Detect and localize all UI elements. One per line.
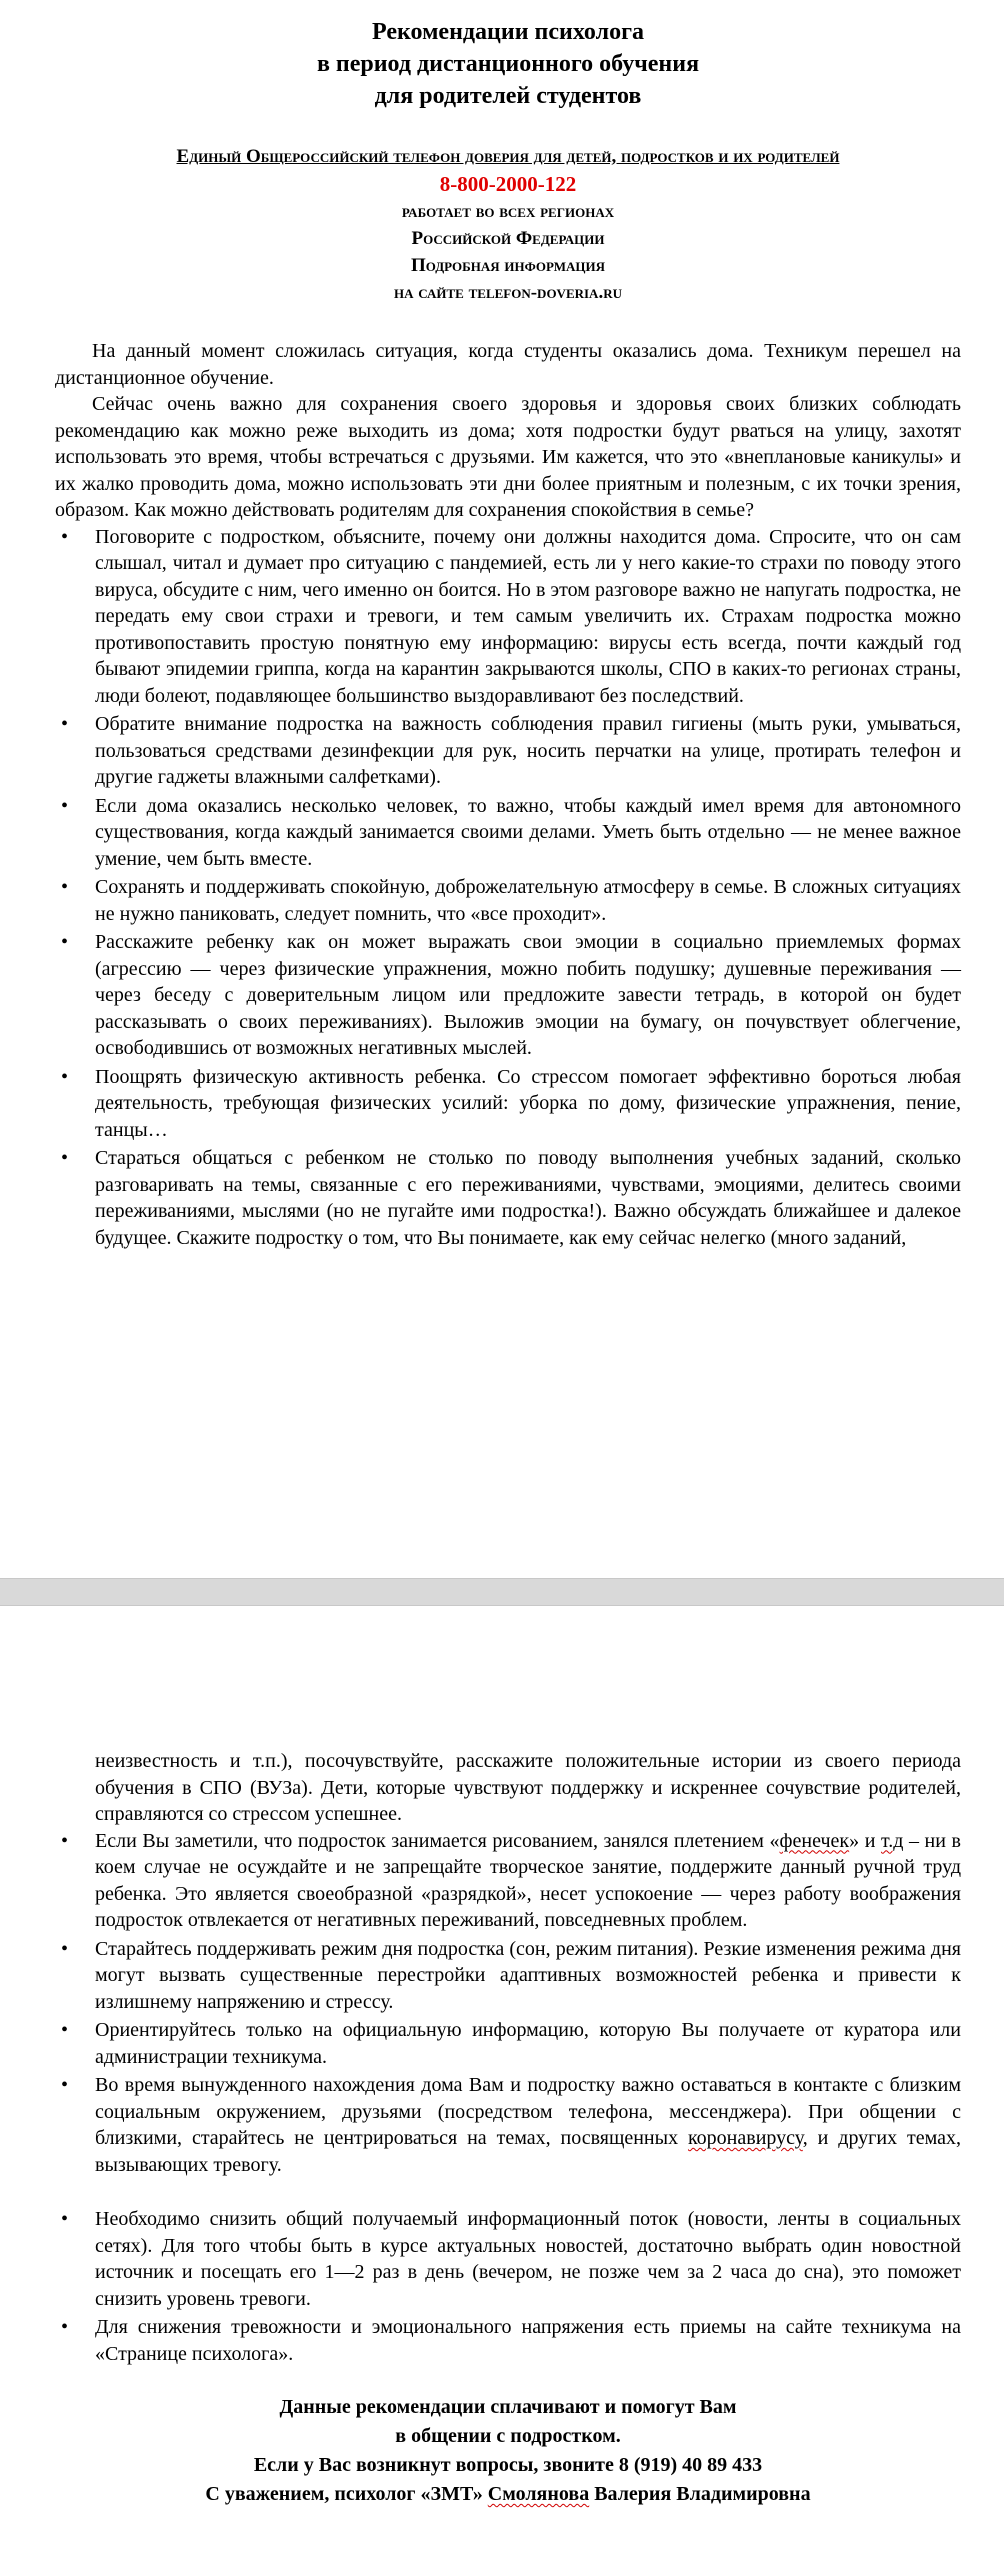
bullet-marker: • bbox=[61, 1829, 69, 1852]
list-item-text: Для снижения тревожности и эмоционального напряжения есть приемы на сайте техникума на «Странице психолога». bbox=[95, 2316, 961, 2365]
intro-paragraph-2: Сейчас очень важно для сохранения своего здоровья и здоровья своих близких соблюдать рекомендацию как можно реже выходить из дома; хотя подростки будут рваться на улицу, захотят использовать это время, чтобы встречаться с друзьями. Им кажется, что это «внеплановые каникулы» и их жалко проводить дома, можно использовать эти дни более приятным и полезным, с их точки зрения, образом. Как можно действовать родителям для сохранения спокойствия в семье? bbox=[55, 393, 961, 521]
spellcheck-word: фенечек bbox=[779, 1829, 850, 1852]
bullet-marker: • bbox=[61, 794, 69, 817]
bullet-marker: • bbox=[61, 2019, 69, 2041]
recommendations-list-page-2a bbox=[55, 1828, 961, 1934]
list-item-text: Расскажите ребенку как он может выражать свои эмоции в социально приемлемых формах (агрессию — через физические упражнения, можно побить подушку; душевные переживания — через беседу с доверительным лицом или предложите завести тетрадь, в которой он будет рассказывать о своих переживаниях). Выложив эмоции на бумагу, он почувствует облегчение, освободившись от возможных негативных мыслей. bbox=[95, 931, 961, 1059]
page-1-content bbox=[55, 16, 961, 1253]
list-item bbox=[55, 1936, 961, 2016]
title-line-2: в период дистанционного обучения bbox=[316, 51, 700, 77]
hotline-line-2: Российской Федерации bbox=[411, 228, 605, 249]
hotline-heading: Единый Общероссийский телефон доверия для детей, подростков и их родителей bbox=[176, 146, 840, 167]
spellcheck-word: т.д bbox=[880, 1829, 904, 1852]
bullet-marker: • bbox=[61, 1937, 69, 1960]
bullet-marker: • bbox=[61, 525, 69, 548]
signature-pre: С уважением, психолог «ЗМТ» bbox=[205, 2483, 488, 2505]
list-item-text: Поговорите с подростком, объясните, почему они должны находится дома. Спросите, что он сам слышал, читал и думает про ситуацию с пандемией, есть ли у него какие-то страхи по поводу этого вируса, обсудите с ним, чего именно он боится. Но в этом разговоре важно не напугать подростка, не передать ему свои страхи и тревоги, и тем самым увеличить их. Страхам подростка можно противопоставить простую понятную ему информацию: вирусы есть всегда, почти каждый год бывают эпидемии гриппа, когда на карантин закрываются школы, СПО в каких-то регионах страны, люди болеют, подавляющее большинство выздоравливают без последствий. bbox=[95, 525, 961, 707]
list-item bbox=[55, 2314, 961, 2367]
hotline-line-3: Подробная информация bbox=[410, 255, 606, 276]
list-item bbox=[55, 524, 961, 710]
continued-list-item: неизвестность и т.п.), посочувствуйте, расскажите положительные истории из своего периода обучения в СПО (ВУЗа). Дети, которые чувствуют поддержку и искреннее сочувствие родителей, справляются со стрессом успешнее. bbox=[95, 1750, 961, 1825]
list-item bbox=[55, 711, 961, 791]
signature-post: Валерия Владимировна bbox=[589, 2483, 811, 2505]
list-item bbox=[55, 874, 961, 927]
closing-line-2: в общении с подростком. bbox=[395, 2425, 621, 2447]
list-item-text: Старайтесь поддерживать режим дня подростка (сон, режим питания). Резкие изменения режима дня могут вызвать существенные перестройки адаптивных возможностей ребенка и привести к излишнему напряжению и стрессу. bbox=[95, 1937, 961, 2013]
list-item bbox=[55, 1064, 961, 1144]
item-text-pre: Если Вы заметили, что подросток занимается рисованием, занялся плетением « bbox=[95, 1829, 780, 1852]
list-item-text: Стараться общаться с ребенком не столько по поводу выполнения учебных заданий, сколько разговаривать на темы, связанные с его переживаниями, чувствами, эмоциями, делитесь своими переживаниями, мыслями (но не пугайте ими подростка!). Важно обсуждать ближайшее и далекое будущее. Скажите подростку о том, что Вы понимаете, как ему сейчас нелегко (много заданий, bbox=[95, 1147, 961, 1249]
title-line-3: для родителей студентов bbox=[374, 83, 642, 109]
bullet-marker: • bbox=[61, 1147, 69, 1169]
list-item bbox=[55, 929, 961, 1062]
recommendations-list-page-2d bbox=[55, 2206, 961, 2367]
item-text-pre: Во время вынужденного нахождения дома Вам и подростку важно оставаться в контакте с близким социальным окружением, друзьями (посредством телефона, мессенджера). При общении с близкими, старайтесь не центрироваться на темах, посвященных bbox=[95, 2074, 961, 2149]
item-text-post: , и других темах, вызывающих тревогу. bbox=[95, 2127, 962, 2176]
bullet-marker: • bbox=[61, 1065, 69, 1088]
bullet-marker: • bbox=[61, 931, 69, 953]
blank-line bbox=[55, 2180, 961, 2206]
recommendations-list-page-2c bbox=[55, 2072, 961, 2178]
spellcheck-word: коронавирусу bbox=[687, 2127, 803, 2149]
item-text-post: – ни в коем случае не осуждайте и не запрещайте творческое занятие, поддержите данный ручной труд ребенка. Это является своеобразной «разрядкой», несет успокоение — через работу воображения подросток отвлекается от негативных переживаний, повседневных проблем. bbox=[95, 1829, 961, 1931]
list-item bbox=[55, 1828, 961, 1934]
recommendations-list-page-1 bbox=[55, 524, 961, 1252]
hotline-phone: 8-800-2000-122 bbox=[439, 172, 577, 196]
list-item-text: Если дома оказались несколько человек, то важно, чтобы каждый имел время для автономного существования, когда каждый занимается своими делами. Уметь быть отдельно — не менее важное умение, чем быть вместе. bbox=[95, 794, 961, 870]
page-1-body bbox=[55, 338, 961, 1251]
bullet-marker: • bbox=[61, 2316, 69, 2338]
list-item bbox=[55, 2072, 961, 2178]
spellcheck-word: Смолянова bbox=[487, 2483, 590, 2505]
closing-line-1: Данные рекомендации сплачивают и помогут Вам bbox=[279, 2396, 737, 2418]
hotline-line-4: на сайте telefon-doveria.ru bbox=[394, 282, 622, 303]
bullet-marker: • bbox=[61, 713, 69, 735]
page-separator bbox=[0, 1578, 1004, 1606]
recommendations-list-page-2b bbox=[55, 1936, 961, 2071]
hotline-block bbox=[55, 144, 961, 306]
bullet-marker: • bbox=[61, 876, 69, 898]
list-item-text: Поощрять физическую активность ребенка. Со стрессом помогает эффективно бороться любая деятельность, требующая физических усилий: уборка по дому, физические упражнения, пение, танцы… bbox=[95, 1065, 961, 1141]
list-item-text: Обратите внимание подростка на важность соблюдения правил гигиены (мыть руки, умываться, пользоваться средствами дезинфекции для рук, носить перчатки на улице, протирать телефон и другие гаджеты влажными салфетками). bbox=[95, 713, 961, 788]
title-line-1: Рекомендации психолога bbox=[372, 19, 644, 45]
document-page-2 bbox=[0, 1606, 1004, 2570]
list-item bbox=[55, 793, 961, 873]
list-item bbox=[55, 2017, 961, 2070]
bullet-marker: • bbox=[61, 2074, 69, 2096]
hotline-line-1: работает во всех регионах bbox=[401, 201, 615, 222]
bullet-marker: • bbox=[61, 2208, 69, 2230]
page-2-content bbox=[55, 1748, 961, 2509]
item-text-mid: » и bbox=[849, 1829, 881, 1852]
list-item bbox=[55, 2206, 961, 2312]
intro-paragraph-1: На данный момент сложилась ситуация, когда студенты оказались дома. Техникум перешел на дистанционное обучение. bbox=[55, 340, 961, 389]
list-item bbox=[55, 1145, 961, 1251]
closing-block bbox=[55, 2393, 961, 2509]
list-item-text: Необходимо снизить общий получаемый информационный поток (новости, ленты в социальных сетях). Для того чтобы быть в курсе актуальных новостей, достаточно выбрать один новостной источник и посещать его 1—2 раз в день (вечером, не позже чем за 2 часа до сна), это поможет снизить уровень тревоги. bbox=[95, 2208, 961, 2310]
closing-line-4 bbox=[55, 2480, 961, 2509]
list-item-text: Сохранять и поддерживать спокойную, доброжелательную атмосферу в семье. В сложных ситуациях не нужно паниковать, следует помнить, что «все проходит». bbox=[95, 876, 961, 925]
list-item-text: Ориентируйтесь только на официальную информацию, которую Вы получаете от куратора или администрации техникума. bbox=[95, 2019, 961, 2068]
closing-line-3: Если у Вас возникнут вопросы, звоните 8 (919) 40 89 433 bbox=[253, 2454, 763, 2476]
